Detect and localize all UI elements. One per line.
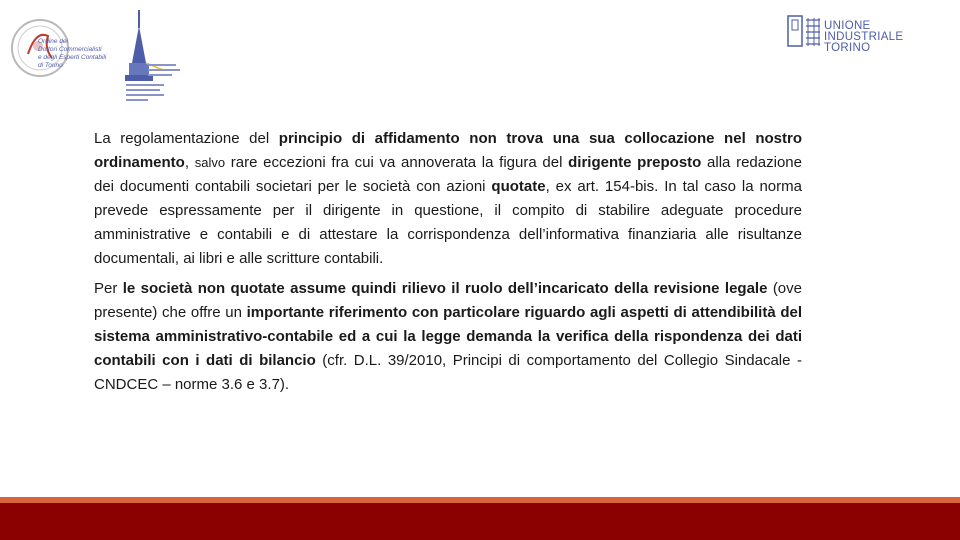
bold-text-run: dirigente preposto	[568, 154, 702, 171]
paragraph-2	[94, 277, 802, 397]
text-run: (cfr. D.L. 39/2010, Principi di comportamento del Collegio Sindacale - CNDCEC – norme 3.6 e 3.7).	[94, 352, 802, 393]
odcec-logo	[8, 8, 193, 108]
odcec-line: Dottori Commercialisti	[38, 46, 102, 53]
odcec-name	[38, 38, 106, 70]
unione-industriale-name	[824, 21, 946, 54]
text-run: salvo	[194, 155, 226, 170]
unione-industriale-logo	[786, 14, 946, 54]
bold-text-run: quotate	[491, 178, 546, 195]
bold-text-run: principio di affidamento non trova una sua collocazione nel nostro ordinamento	[94, 130, 803, 171]
text-run: , ex art. 154-bis. In tal caso la norma prevede espressamente per il dirigente in questione, il compito di stabilire adeguate procedure amministrative e contabili e di attestare la corrispondenza dell’informativa finanziaria alle risultanze documentali, ai libri e alle scritture contabili.	[94, 178, 802, 267]
footer-bar	[0, 503, 960, 540]
text-run: La regolamentazione del	[94, 130, 279, 147]
text-run: (ove presente) che offre un	[94, 280, 802, 321]
odcec-line: Ordine dei	[38, 38, 68, 45]
paragraph-1	[94, 127, 802, 271]
odcec-line: e degli Esperti Contabili	[38, 54, 107, 61]
text-run: alla redazione dei documenti contabili societari per le società con azioni	[94, 154, 802, 195]
bold-text-run: le società non quotate assume quindi rilievo il ruolo dell’incaricato della revisione legale	[122, 280, 768, 297]
bold-text-run: importante riferimento con particolare riguardo agli aspetti di attendibilità del sistema amministrativo-contabile ed a cui la legge demanda la verifica della rispondenza dei dati contabili con i dati di bilancio	[94, 304, 803, 369]
slide-body	[94, 127, 802, 403]
text-run: rare eccezioni fra cui va annoverata la figura del	[225, 154, 569, 171]
unione-line-2: TORINO	[824, 42, 871, 54]
text-run: Per	[94, 280, 123, 297]
unione-line-1: UNIONE INDUSTRIALE	[824, 20, 904, 43]
text-run: ,	[184, 154, 195, 171]
unione-industriale-emblem-icon	[786, 14, 822, 50]
odcec-line: di Torino	[38, 62, 63, 69]
